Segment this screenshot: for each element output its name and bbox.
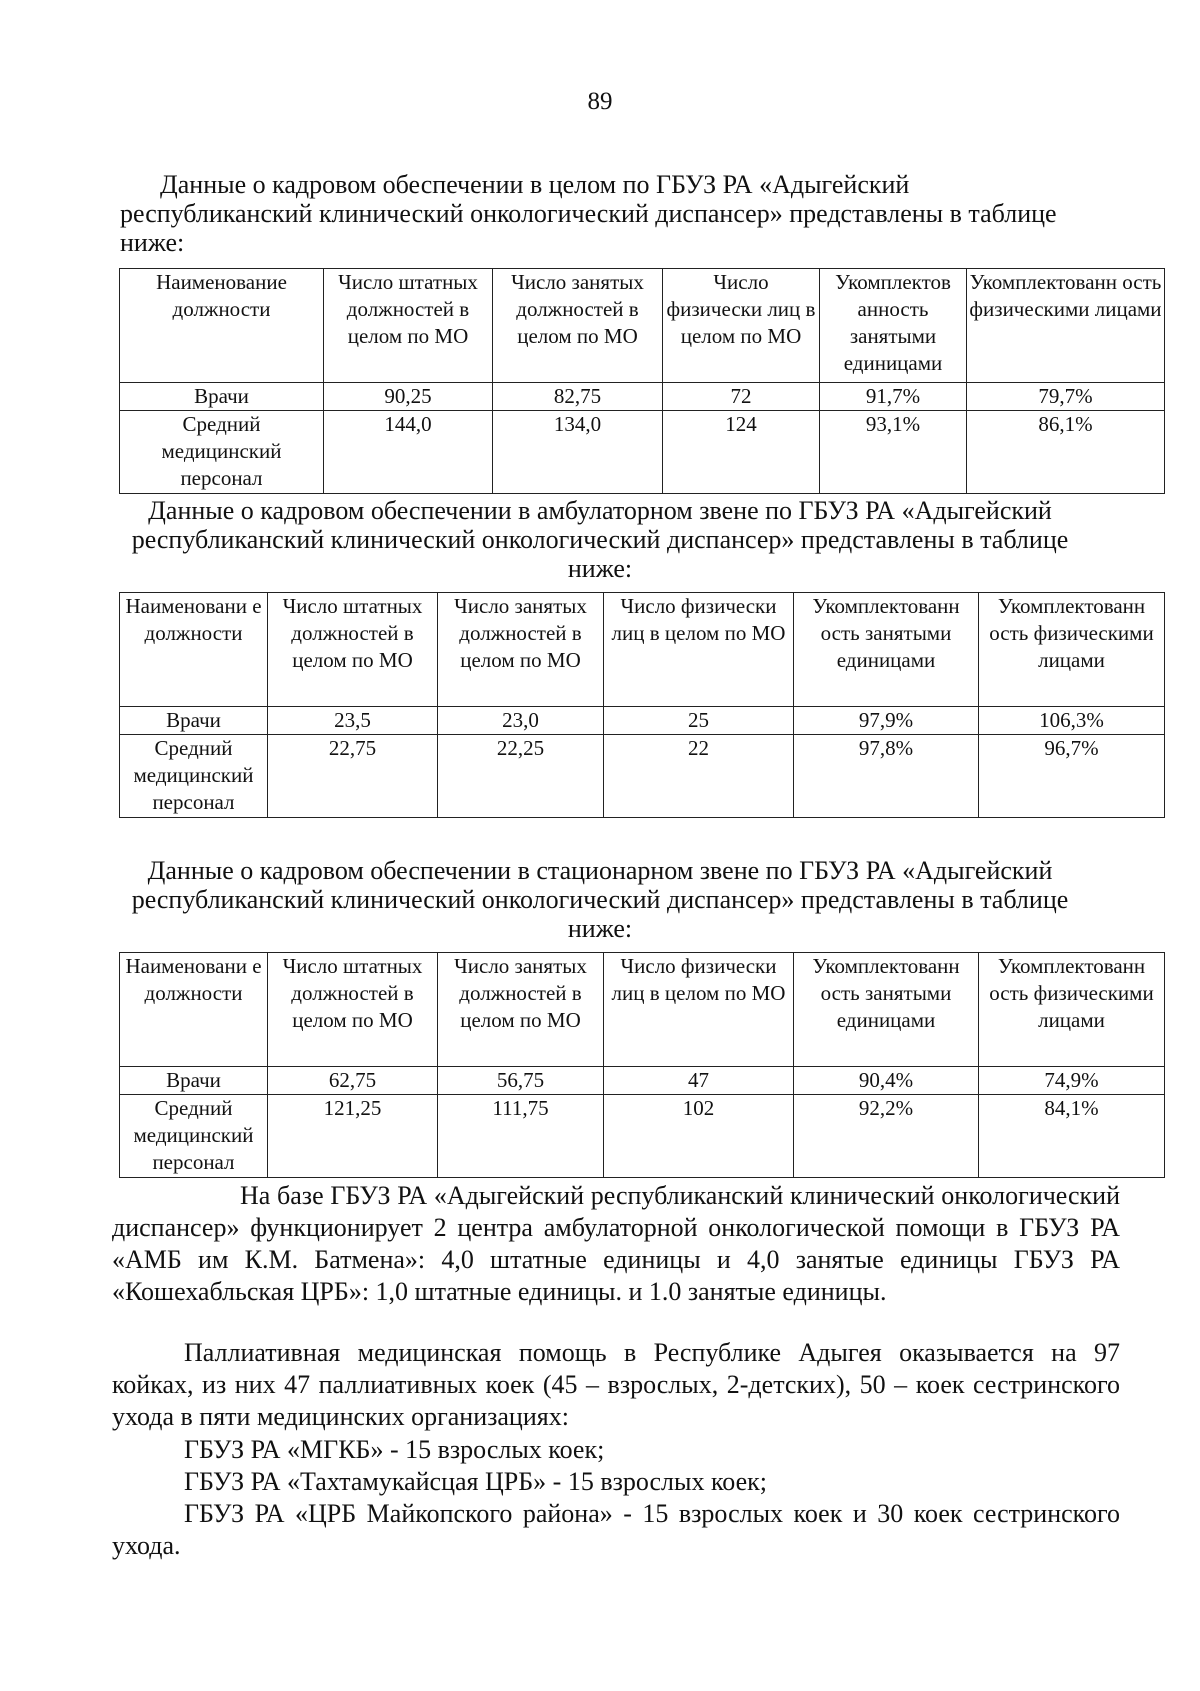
cell-staff-positions: 62,75 xyxy=(268,1067,438,1095)
cell-staffing-by-individuals: 86,1% xyxy=(967,411,1165,494)
paragraph-palliative-care: Паллиативная медицинская помощь в Республике Адыгея оказывается на 97 койках, из них 47 паллиативных коек (45 – взрослых, 2-детских), 50 – коек сестринского ухода в пяти медицинских организациях: xyxy=(112,1338,1120,1431)
cell-individuals: 102 xyxy=(604,1095,794,1178)
table-row xyxy=(120,411,1165,494)
header-individuals: Число физически лиц в целом по МО xyxy=(604,953,794,1067)
cell-staffing-by-units: 97,8% xyxy=(794,735,979,818)
cell-staff-positions: 90,25 xyxy=(324,383,493,411)
header-individuals: Число физически лиц в целом по МО xyxy=(604,593,794,707)
table-row xyxy=(120,383,1165,411)
cell-staff-positions: 144,0 xyxy=(324,411,493,494)
cell-occupied-positions: 22,25 xyxy=(438,735,604,818)
cell-staff-positions: 121,25 xyxy=(268,1095,438,1178)
cell-occupied-positions: 82,75 xyxy=(493,383,663,411)
cell-position: Средний медицинский персонал xyxy=(120,735,268,818)
cell-position: Средний медицинский персонал xyxy=(120,411,324,494)
table-1-caption: Данные о кадровом обеспечении в целом по ГБУЗ РА «Адыгейский республиканский клинический онкологический диспансер» представлены в таблице ниже: xyxy=(120,170,1057,257)
header-staff-positions: Число штатных должностей в целом по МО xyxy=(268,593,438,707)
header-staffing-by-individuals: Укомплектованн ость физическими лицами xyxy=(979,953,1165,1067)
table-3-caption: Данные о кадровом обеспечении в стационарном звене по ГБУЗ РА «Адыгейский республиканский клинический онкологический диспансер» представлены в таблице ниже: xyxy=(131,856,1069,943)
cell-position: Врачи xyxy=(120,1067,268,1095)
table-row xyxy=(120,707,1165,735)
cell-occupied-positions: 56,75 xyxy=(438,1067,604,1095)
cell-position: Врачи xyxy=(120,383,324,411)
table-row xyxy=(120,735,1165,818)
table-2-caption: Данные о кадровом обеспечении в амбулаторном звене по ГБУЗ РА «Адыгейский республиканский клинический онкологический диспансер» представлены в таблице ниже: xyxy=(131,496,1069,583)
table-row xyxy=(120,1067,1165,1095)
header-occupied-positions: Число занятых должностей в целом по МО xyxy=(493,269,663,383)
paragraph-maikop: ГБУЗ РА «ЦРБ Майкопского района» - 15 взрослых коек и 30 коек сестринского ухода. xyxy=(112,1499,1120,1560)
table-header-row xyxy=(120,953,1165,1067)
table-header-row xyxy=(120,269,1165,383)
cell-occupied-positions: 111,75 xyxy=(438,1095,604,1178)
header-staff-positions: Число штатных должностей в целом по МО xyxy=(324,269,493,383)
cell-occupied-positions: 134,0 xyxy=(493,411,663,494)
header-staffing-by-units: Укомплектованн ость занятыми единицами xyxy=(794,593,979,707)
paragraph-takhtamukay: ГБУЗ РА «Тахтамукайсцая ЦРБ» - 15 взрослых коек; xyxy=(184,1467,768,1496)
page-number: 89 xyxy=(587,88,613,115)
cell-staffing-by-units: 97,9% xyxy=(794,707,979,735)
cell-staff-positions: 23,5 xyxy=(268,707,438,735)
cell-staffing-by-units: 90,4% xyxy=(794,1067,979,1095)
header-occupied-positions: Число занятых должностей в целом по МО xyxy=(438,593,604,707)
header-position: Наименовани е должности xyxy=(120,593,268,707)
cell-individuals: 72 xyxy=(663,383,820,411)
cell-individuals: 47 xyxy=(604,1067,794,1095)
paragraph-oncology-centers: На базе ГБУЗ РА «Адыгейский республиканский клинический онкологический диспансер» функционирует 2 центра амбулаторной онкологической помощи в ГБУЗ РА «АМБ им К.М. Батмена»: 4,0 штатные единицы и 4,0 занятые единицы ГБУЗ РА «Кошехабльская ЦРБ»: 1,0 штатные единицы. и 1.0 занятые единицы. xyxy=(112,1181,1120,1306)
cell-position: Средний медицинский персонал xyxy=(120,1095,268,1178)
cell-staffing-by-individuals: 74,9% xyxy=(979,1067,1165,1095)
cell-position: Врачи xyxy=(120,707,268,735)
cell-staffing-by-units: 92,2% xyxy=(794,1095,979,1178)
cell-individuals: 22 xyxy=(604,735,794,818)
header-position: Наименование должности xyxy=(120,269,324,383)
cell-staffing-by-individuals: 96,7% xyxy=(979,735,1165,818)
header-position: Наименовани е должности xyxy=(120,953,268,1067)
header-staffing-by-individuals: Укомплектованн ость физическими лицами xyxy=(967,269,1165,383)
header-staffing-by-individuals: Укомплектованн ость физическими лицами xyxy=(979,593,1165,707)
staffing-table-inpatient xyxy=(119,952,1165,1178)
staffing-table-outpatient xyxy=(119,592,1165,818)
table-header-row xyxy=(120,593,1165,707)
cell-staff-positions: 22,75 xyxy=(268,735,438,818)
cell-staffing-by-individuals: 79,7% xyxy=(967,383,1165,411)
header-staff-positions: Число штатных должностей в целом по МО xyxy=(268,953,438,1067)
staffing-table-total xyxy=(119,268,1165,494)
header-staffing-by-units: Укомплектованн ость занятыми единицами xyxy=(794,953,979,1067)
header-staffing-by-units: Укомплектов анность занятыми единицами xyxy=(820,269,967,383)
cell-staffing-by-units: 93,1% xyxy=(820,411,967,494)
cell-occupied-positions: 23,0 xyxy=(438,707,604,735)
cell-staffing-by-individuals: 106,3% xyxy=(979,707,1165,735)
table-row xyxy=(120,1095,1165,1178)
cell-individuals: 25 xyxy=(604,707,794,735)
header-individuals: Число физически лиц в целом по МО xyxy=(663,269,820,383)
cell-staffing-by-units: 91,7% xyxy=(820,383,967,411)
cell-staffing-by-individuals: 84,1% xyxy=(979,1095,1165,1178)
paragraph-mgkb: ГБУЗ РА «МГКБ» - 15 взрослых коек; xyxy=(184,1435,605,1464)
header-occupied-positions: Число занятых должностей в целом по МО xyxy=(438,953,604,1067)
cell-individuals: 124 xyxy=(663,411,820,494)
